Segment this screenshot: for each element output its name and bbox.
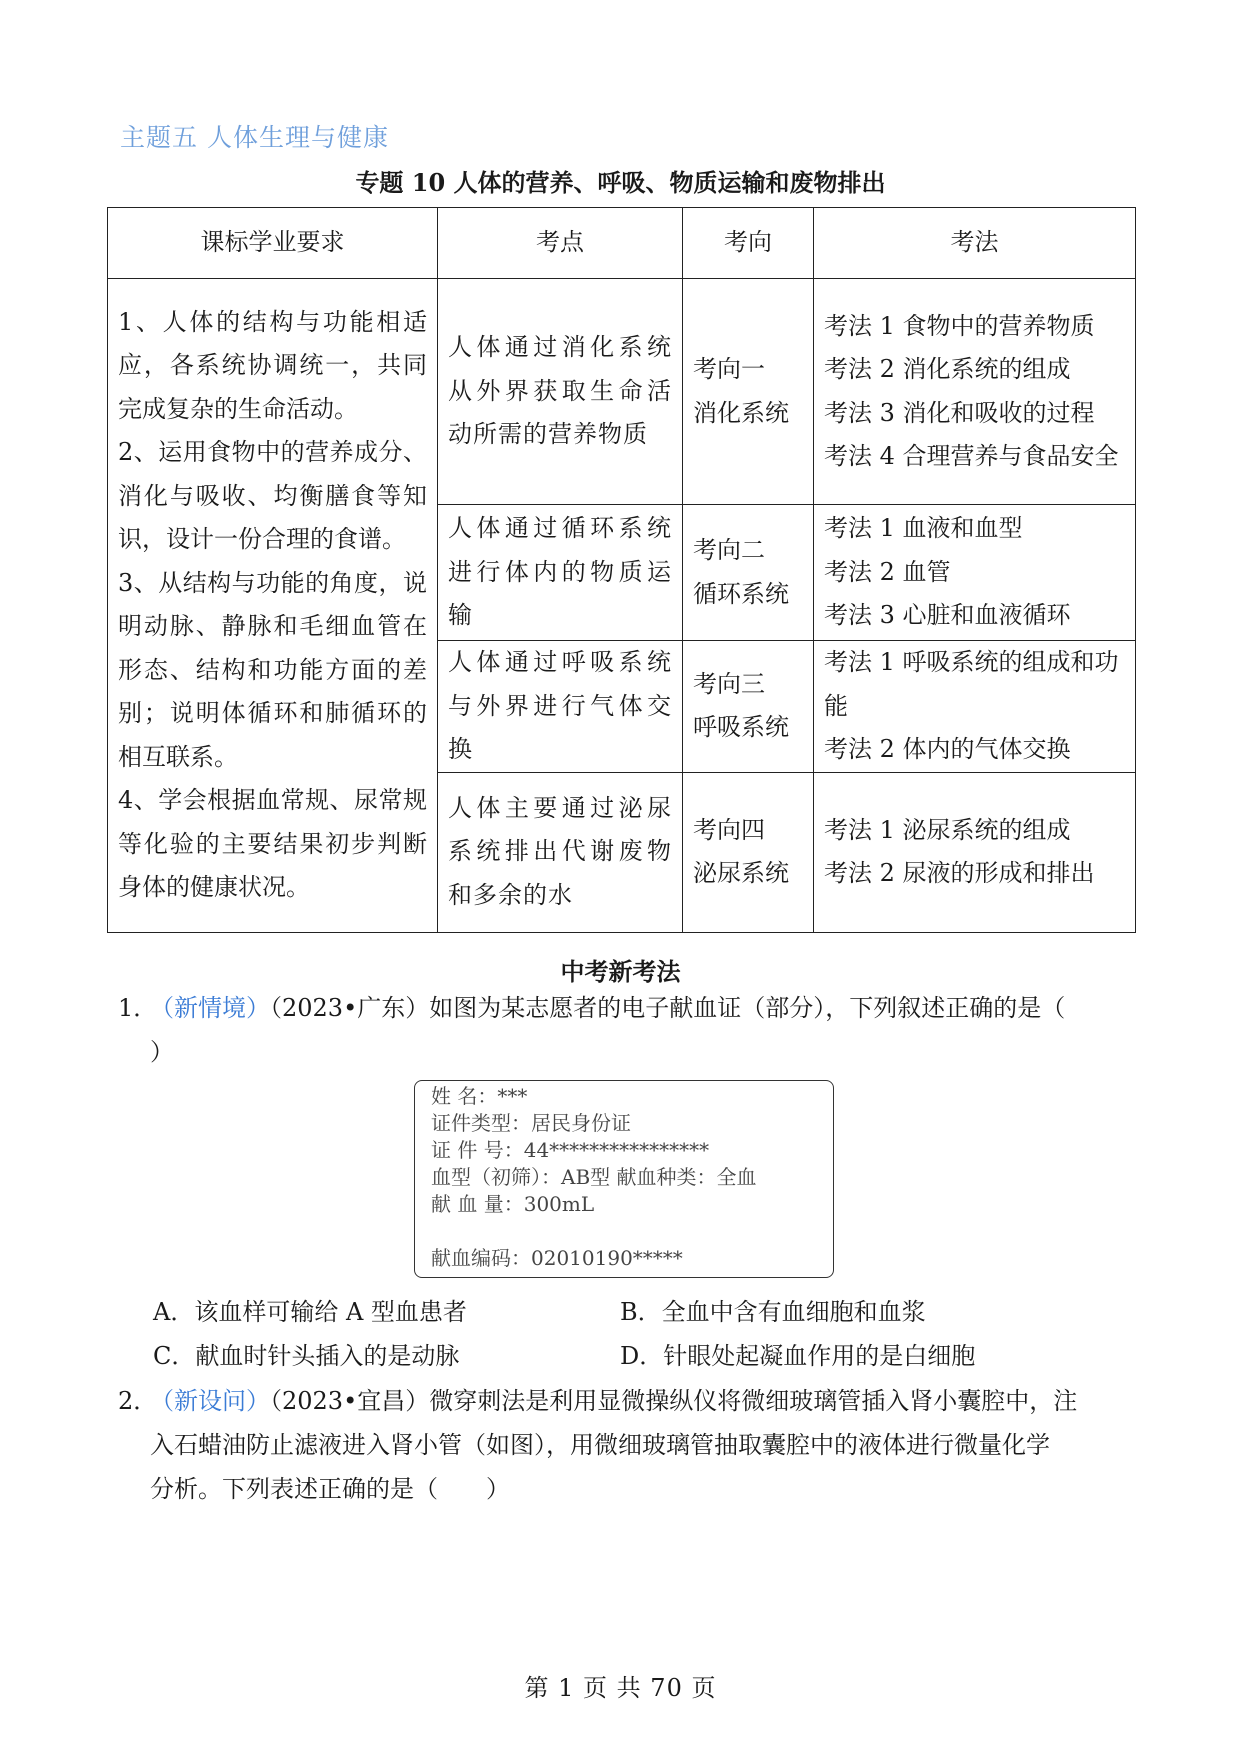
table-row <box>108 279 1136 505</box>
card-blood-type-line: 血型（初筛）：AB型 献血种类：全血 <box>431 1165 757 1189</box>
option-a[interactable]: A．该血样可输给 A 型血患者 <box>153 1298 467 1326</box>
card-code-line: 献血编码：02010190***** <box>431 1246 683 1270</box>
blood-donation-card <box>414 1080 834 1278</box>
question-1-number: 1． <box>118 994 158 1022</box>
point-cell: 人体通过呼吸系统与外界进行气体交换 <box>438 641 683 773</box>
point-cell: 人体通过循环系统进行体内的物质运输 <box>438 505 683 641</box>
card-id-type-line: 证件类型：居民身份证 <box>431 1111 631 1135</box>
header-method: 考法 <box>814 208 1136 279</box>
question-2-line3: 分析。下列表述正确的是（ ） <box>150 1475 510 1503</box>
header-point: 考点 <box>438 208 683 279</box>
option-c[interactable]: C．献血时针头插入的是动脉 <box>153 1342 460 1370</box>
card-spacer <box>431 1218 817 1245</box>
question-2-tag: （新设问） <box>150 1387 270 1415</box>
point-cell: 人体通过消化系统从外界获取生命活动所需的营养物质 <box>438 279 683 505</box>
page-footer: 第 1 页 共 70 页 <box>524 1674 717 1702</box>
question-2-stem <box>150 1379 1077 1423</box>
method-cell: 考法 1 食物中的营养物质 考法 2 消化系统的组成 考法 3 消化和吸收的过程 考法 4 合理营养与食品安全 <box>814 279 1136 505</box>
requirements-cell <box>108 279 438 933</box>
curriculum-table <box>107 207 1136 933</box>
header-direction: 考向 <box>683 208 814 279</box>
direction-cell: 考向一 消化系统 <box>683 279 814 505</box>
question-2-line2: 入石蜡油防止滤液进入肾小管（如图），用微细玻璃管抽取囊腔中的液体进行微量化学 <box>150 1431 1050 1459</box>
theme-heading: 主题五 人体生理与健康 <box>120 123 389 152</box>
option-b[interactable]: B．全血中含有血细胞和血浆 <box>620 1298 926 1326</box>
question-2-number: 2． <box>118 1387 158 1415</box>
section-title: 中考新考法 <box>560 957 681 986</box>
method-cell: 考法 1 呼吸系统的组成和功能 考法 2 体内的气体交换 <box>814 641 1136 773</box>
requirement-item: 2、运用食物中的营养成分、消化与吸收、均衡膳食等知识，设计一份合理的食谱。 <box>118 438 427 554</box>
direction-cell: 考向二 循环系统 <box>683 505 814 641</box>
topic-subtitle: 专题 10 人体的营养、呼吸、物质运输和废物排出 <box>355 168 886 197</box>
question-1-stem <box>150 986 1065 1030</box>
option-d[interactable]: D．针眼处起凝血作用的是白细胞 <box>620 1342 976 1370</box>
card-name-line: 姓 名：*** <box>431 1084 528 1108</box>
requirement-item: 3、从结构与功能的角度，说明动脉、静脉和毛细血管在形态、结构和功能方面的差别；说明体循环和肺循环的相互联系。 <box>118 568 427 771</box>
direction-cell: 考向三 呼吸系统 <box>683 641 814 773</box>
question-1-text-cont: ） <box>150 1038 174 1066</box>
point-cell: 人体主要通过泌尿系统排出代谢废物和多余的水 <box>438 772 683 932</box>
question-2-line1: （2023•宜昌）微穿刺法是利用显微操纵仪将微细玻璃管插入肾小囊腔中，注 <box>270 1387 1078 1415</box>
method-cell: 考法 1 泌尿系统的组成 考法 2 尿液的形成和排出 <box>814 772 1136 932</box>
requirement-item: 4、学会根据血常规、尿常规等化验的主要结果初步判断身体的健康状况。 <box>118 786 427 902</box>
table-header-row <box>108 208 1136 279</box>
question-1-tag: （新情境） <box>150 994 270 1022</box>
method-cell: 考法 1 血液和血型 考法 2 血管 考法 3 心脏和血液循环 <box>814 505 1136 641</box>
question-1-text: （2023•广东）如图为某志愿者的电子献血证（部分），下列叙述正确的是（ <box>270 994 1066 1022</box>
header-requirements: 课标学业要求 <box>108 208 438 279</box>
card-volume-line: 献 血 量：300mL <box>431 1192 595 1216</box>
requirement-item: 1、人体的结构与功能相适应，各系统协调统一，共同完成复杂的生命活动。 <box>118 307 427 423</box>
card-id-number-line: 证 件 号：44**************** <box>431 1138 710 1162</box>
direction-cell: 考向四 泌尿系统 <box>683 772 814 932</box>
